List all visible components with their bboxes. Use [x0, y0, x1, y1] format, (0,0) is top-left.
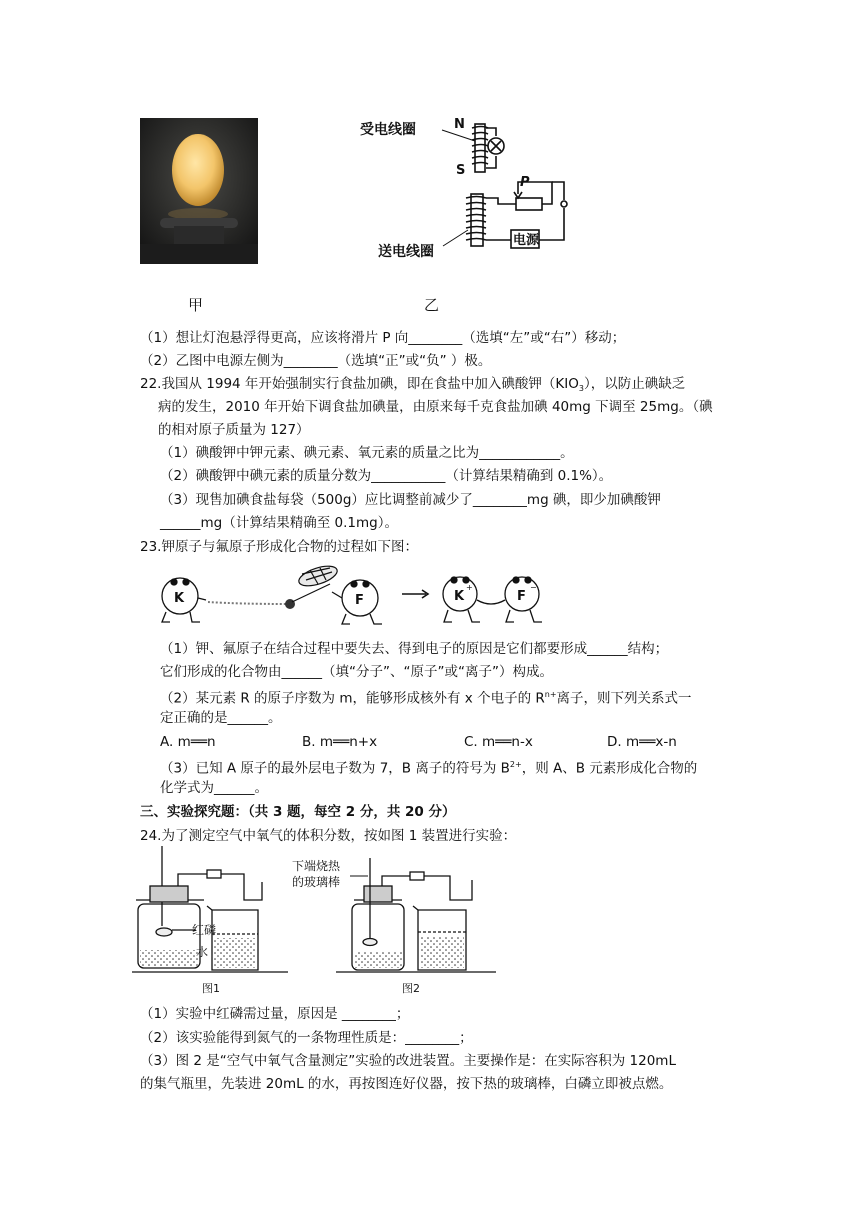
k-ion-symbol: K	[454, 589, 465, 604]
heated-rod-label-2: 的玻璃棒	[292, 875, 341, 889]
q23-option-a: A. m══n	[160, 734, 216, 750]
figure-label-yi: 乙	[424, 296, 440, 314]
q23-option-c: C. m══n-x	[464, 734, 533, 750]
q22-part3-cont: ______mg（计算结果精确至 0.1mg）。	[160, 515, 398, 531]
slider-p-label: P	[520, 175, 530, 190]
q22-part3: （3）现售加碘食盐每袋（500g）应比调整前减少了________mg 碘，即少加碘酸钾	[160, 492, 661, 508]
heated-rod-label-1: 下端烧热	[292, 859, 341, 873]
pole-n-label: N	[454, 117, 465, 132]
q22-stem-line1: 22.我国从 1994 年开始强制实行食盐加碘，即在食盐中加入碘酸钾$(KIO_3)$，以防止碘缺乏	[140, 376, 686, 393]
q24-stem: 24.为了测定空气中氧气的体积分数，按如图 1 装置进行实验：	[140, 828, 517, 844]
figure2-caption: 图2	[402, 982, 420, 995]
q24-part2: （2）该实验能得到氮气的一条物理性质是：________；	[140, 1030, 473, 1046]
q23-part2-line2: 定正确的是______。	[160, 710, 282, 726]
q22-stem-line3: 的相对原子质量为 127）	[158, 422, 310, 438]
svg-text:−: −	[530, 583, 537, 592]
q24-part3-line1: （3）图 2 是“空气中氧气含量测定”实验的改进装置。主要操作是：在实际容积为 120mL	[140, 1053, 676, 1069]
q21-part2: （2）乙图中电源左侧为________（选填“正”或“负” ）极。	[140, 353, 492, 369]
f-ion-symbol: F	[517, 589, 526, 604]
q23-option-b: B. m══n+x	[302, 734, 378, 750]
q22-stem-line2: 病的发生，2010 年开始下调食盐加碘量，由原来每千克食盐加碘 40mg 下调至 25mg。（碘	[158, 399, 713, 415]
ionic-bond-cartoon	[160, 562, 560, 632]
section3-heading: 三、实验探究题：（共 3 题，每空 2 分，共 20 分）	[140, 804, 456, 820]
receive-coil-label: 受电线圈	[360, 122, 416, 138]
coil-circuit-diagram	[358, 112, 573, 262]
svg-text:+: +	[466, 583, 473, 592]
q23-part3-line2: 化学式为______。	[160, 780, 268, 796]
oxygen-experiment-figure	[132, 846, 502, 998]
q21-part1: （1）想让灯泡悬浮得更高，应该将滑片 P 向________（选填“左”或“右”）移动；	[140, 330, 626, 346]
q23-part2-line1: （2）某元素 R 的原子序数为 m，能够形成核外有 x 个电子的 $R^{n+}$离子，则下列关系式一	[160, 690, 692, 707]
q23-stem: 23.钾原子与氟原子形成化合物的过程如下图：	[140, 539, 418, 555]
water-label: 水	[196, 945, 209, 959]
q23-part1-line2: 它们形成的化合物由______（填“分子”、“原子”或“离子”）构成。	[160, 664, 553, 680]
pole-s-label: S	[456, 163, 466, 178]
figure1-caption: 图1	[202, 982, 220, 995]
q24-part1: （1）实验中红磷需过量，原因是 ________；	[140, 1006, 410, 1022]
floating-lamp-photo	[140, 118, 258, 264]
k-atom-symbol: K	[174, 591, 185, 606]
f-atom-symbol: F	[355, 593, 364, 608]
power-label: 电源	[513, 233, 540, 248]
q23-part1-line1: （1）钾、氟原子在结合过程中要失去、得到电子的原因是它们都要形成______结构；	[160, 641, 669, 657]
q23-part3-line1: （3）已知 A 原子的最外层电子数为 7，B 离子的符号为 $B^{2+}$，则 A、B 元素形成化合物的	[160, 760, 698, 777]
q22-part2: （2）碘酸钾中碘元素的质量分数为___________（计算结果精确到 0.1%）。	[160, 468, 613, 484]
q23-option-d: D. m══x-n	[607, 734, 677, 750]
figure-label-jia: 甲	[188, 296, 204, 314]
red-phosphorus-label: 红磷	[192, 923, 217, 937]
q22-part1: （1）碘酸钾中钾元素、碘元素、氧元素的质量之比为____________。	[160, 445, 574, 461]
q24-part3-line2: 的集气瓶里，先装进 20mL 的水，再按图连好仪器，按下热的玻璃棒，白磷立即被点燃。	[140, 1076, 673, 1092]
send-coil-label: 送电线圈	[378, 244, 434, 260]
